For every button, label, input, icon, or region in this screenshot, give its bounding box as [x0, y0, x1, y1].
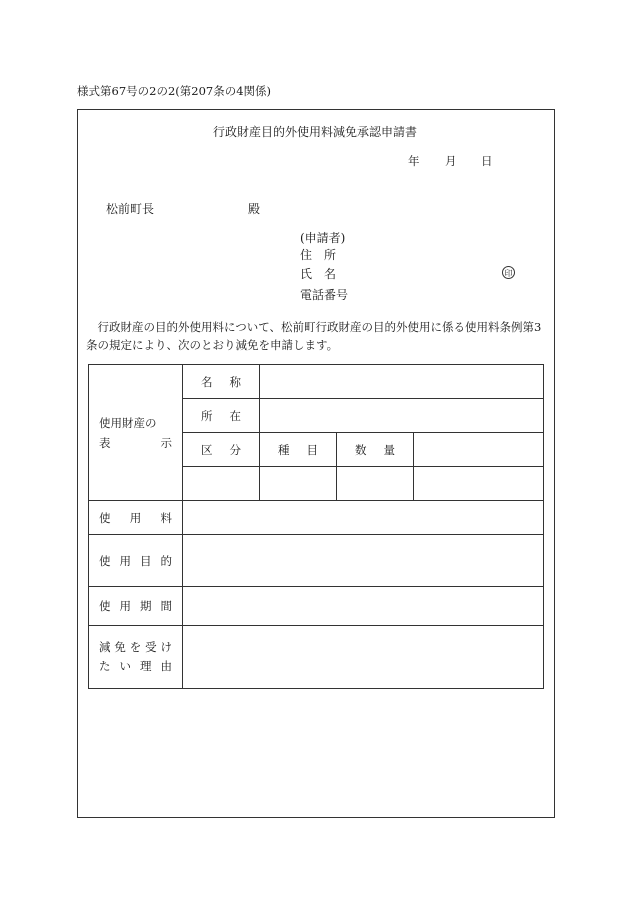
document-title: 行政財産目的外使用料減免承認申請書 [212, 125, 417, 139]
location-label-cell: 所 在 [183, 399, 260, 433]
body-line-1: 行政財産の目的外使用料について、松前町行政財産の目的外使用に係る使用料条例第3 [86, 320, 542, 334]
applicant-name-label: 氏 名 [300, 267, 337, 281]
period-input-cell[interactable] [183, 587, 544, 626]
applicant-phone-label: 電話番号 [300, 288, 349, 302]
property-label-cell: 使用財産の 表 示 [89, 365, 183, 501]
quantity-input-cell[interactable] [337, 467, 414, 501]
blank-header-cell [414, 433, 544, 467]
date-month-label: 月 [445, 154, 457, 168]
recipient-name: 松前町長 [106, 202, 155, 216]
extra-input-cell[interactable] [414, 467, 544, 501]
body-line-2: 条の規定により、次のとおり減免を申請します。 [86, 338, 339, 352]
quantity-label-cell: 数 量 [337, 433, 414, 467]
form-number: 様式第67号の2の2(第207条の4関係) [77, 84, 272, 98]
period-label-cell: 使 用 期 間 [89, 587, 183, 626]
purpose-label-cell: 使 用 目 的 [89, 535, 183, 587]
recipient-honorific: 殿 [248, 202, 261, 216]
body-paragraph [86, 318, 548, 354]
reason-input-cell[interactable] [183, 626, 544, 689]
type-input-cell[interactable] [260, 467, 337, 501]
category-input-cell[interactable] [183, 467, 260, 501]
date-day-label: 日 [481, 154, 493, 168]
seal-mark: 印 [502, 266, 515, 279]
name-input-cell[interactable] [260, 365, 544, 399]
reason-label-cell: 減 免 を 受 け た い 理 由 [89, 626, 183, 689]
name-label-cell: 名 称 [183, 365, 260, 399]
property-label-line1: 使用財産の [99, 415, 157, 430]
type-label-cell: 種 目 [260, 433, 337, 467]
purpose-input-cell[interactable] [183, 535, 544, 587]
applicant-heading: (申請者) [300, 231, 346, 245]
category-label-cell: 区 分 [183, 433, 260, 467]
applicant-address-label: 住 所 [300, 248, 337, 262]
fee-input-cell[interactable] [183, 501, 544, 535]
fee-label-cell: 使 用 料 [89, 501, 183, 535]
application-table [88, 364, 544, 689]
location-input-cell[interactable] [260, 399, 544, 433]
date-year-label: 年 [408, 154, 420, 168]
